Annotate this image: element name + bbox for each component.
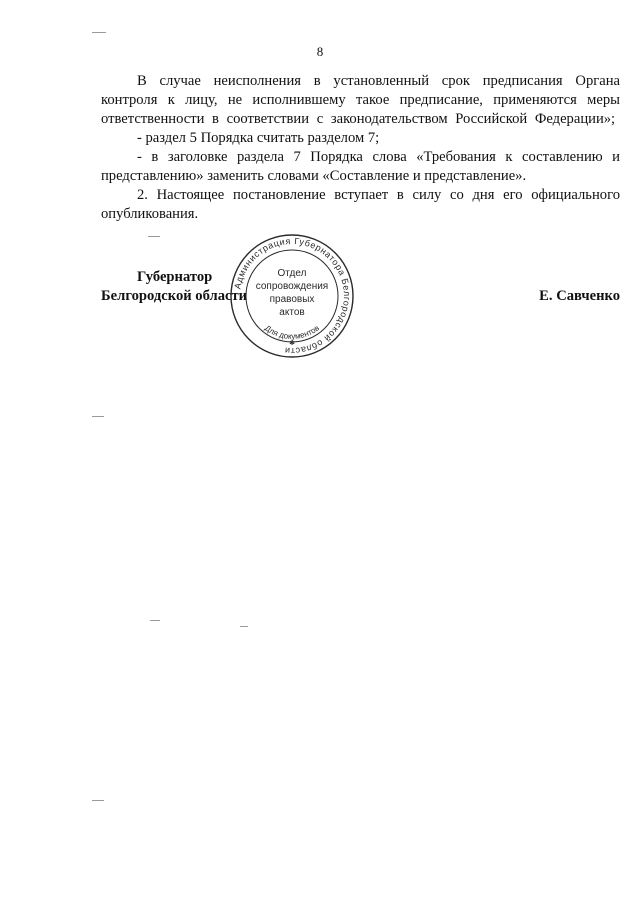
seal-bottom-text: Для документов — [263, 323, 321, 341]
seal-inner-line-4: актов — [279, 307, 305, 318]
scan-speck — [240, 626, 248, 627]
scan-speck — [92, 800, 104, 801]
seal-star-icon: ✱ — [289, 340, 295, 347]
paragraph-effective-date: 2. Настоящее постановление вступает в силу со дня его официального опубликования. — [101, 187, 620, 222]
signature-block — [101, 268, 247, 306]
paragraph-section-renumber: - раздел 5 Порядка считать разделом 7; — [137, 130, 380, 146]
signer-region: Белгородской области — [101, 288, 248, 304]
signer-title: Губернатор — [137, 269, 213, 285]
paragraph-section-title-change: - в заголовке раздела 7 Порядка слова «Требования к составлению и представлению» заменить словами «Составление и представление». — [101, 149, 620, 184]
scan-speck — [92, 416, 104, 417]
page-number: 8 — [316, 44, 324, 59]
scan-speck — [148, 236, 160, 237]
official-seal — [228, 232, 356, 360]
scan-speck — [150, 620, 160, 621]
seal-inner-line-1: Отдел — [277, 268, 307, 279]
seal-inner-line-3: правовых — [269, 294, 315, 305]
seal-inner-line-2: сопровождения — [255, 281, 329, 292]
seal-graphic — [228, 232, 356, 360]
body-text — [101, 72, 620, 224]
signer-name: Е. Савченко — [539, 288, 620, 304]
scan-speck — [92, 32, 106, 33]
paragraph-liability: В случае неисполнения в установленный срок предписания Органа контроля к лицу, не исполнившему такое предписание, применяются меры ответственности в соответствии с законодательством Российской Федерации»; — [101, 73, 620, 127]
seal-outer-text: Администрация Губернатора Белгородской области — [232, 235, 353, 357]
